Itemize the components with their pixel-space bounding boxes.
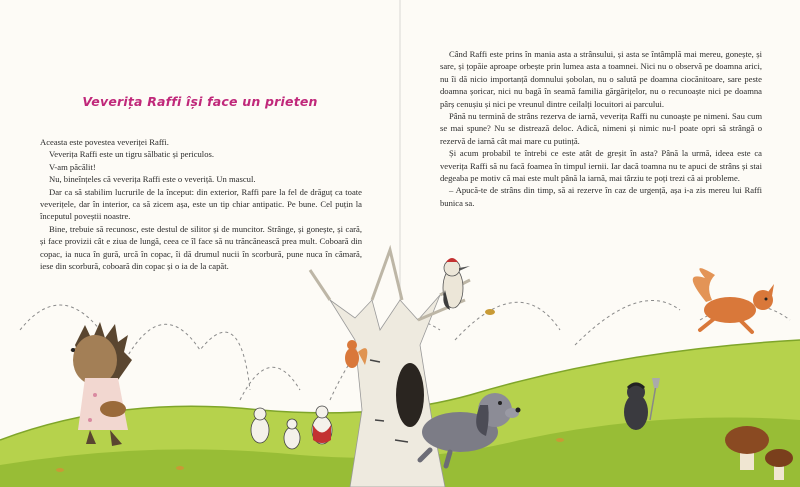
paragraph: Când Raffi este prins în mania asta a strânsului, și asta se întâmplă mai mereu, gonește, și sare, și țopăie aproape orbește prin lumea asta a toamnei. Nici nu o observă pe doamna arici, nu îi dă nicio importanță domnului șobolan, nu o salută pe doamna ciocănitoare, sare peste doamna șoricar, nici nu bagă în seamă familia gărgărițelor, nu o recunoaște nici pe doamna pârș cenușiu și nici pe vreunul dintre ceilalți locuitori ai parcului. (440, 49, 762, 109)
raffi-squirrel-icon (693, 268, 774, 332)
chapter-title: Veverița Raffi își face un prieten (82, 94, 318, 109)
paragraph: Veverița Raffi este un tigru sălbatic și periculos. (49, 149, 214, 160)
paragraph: Și acum probabil te întrebi ce este atât de greșit în asta? Până la urmă, ideea este ca veverița Raffi să nu facă foamea în timpul iernii. Iar dacă toamna nu te apuci de strâns și stai degeaba pe motiv că mai este mult până la iarnă, mai târziu te poți trezi că ai probleme. (440, 148, 762, 184)
paragraph: Până nu termină de strâns rezerva de iarnă, veverița Raffi nu cunoaște pe nimeni. Sau cum se mai spune? Nu se distrează deloc. Adică, nimeni și nimic nu-l poate opri să strângă o rezervă de iarnă cât mai mare cu putință. (440, 111, 762, 146)
paragraph: – Apucă-te de strâns din timp, să ai rezerve în caz de urgență, așa i-a zis mereu lui Raffi bunica sa. (440, 185, 762, 208)
paragraph: Bine, trebuie să recunosc, este destul de silitor și de muncitor. Strânge, și gonește, și cară, și face provizii cât e ziua de lungă, ceea ce îl face să nu trăncănească prea mult. Coboară din copac, ia nuca în gură, urcă în copac, îi dă drumul nucii în scorbură, pune nuca în cămară, iese din scorbură, coboară din copac și o ia de la capăt. (40, 223, 362, 272)
paragraph: Aceasta este povestea veveriței Raffi. (40, 137, 169, 147)
woodpecker-icon (443, 258, 470, 310)
hedgehog-icon (70, 322, 132, 446)
paragraph: Dar ca să stabilim lucrurile de la început: din exterior, Raffi pare la fel de drăguț ca toate veverițele, dar în interior, ca să zicem așa, este un tip chiar antipatic. Pe bune. Cel puțin la începutul poveștii noastre. (40, 186, 362, 222)
paragraph: V-am păcălit! (49, 161, 96, 172)
paragraph: Nu, bineînțeles că veverița Raffi este o veveriță. Un mascul. (49, 174, 256, 185)
